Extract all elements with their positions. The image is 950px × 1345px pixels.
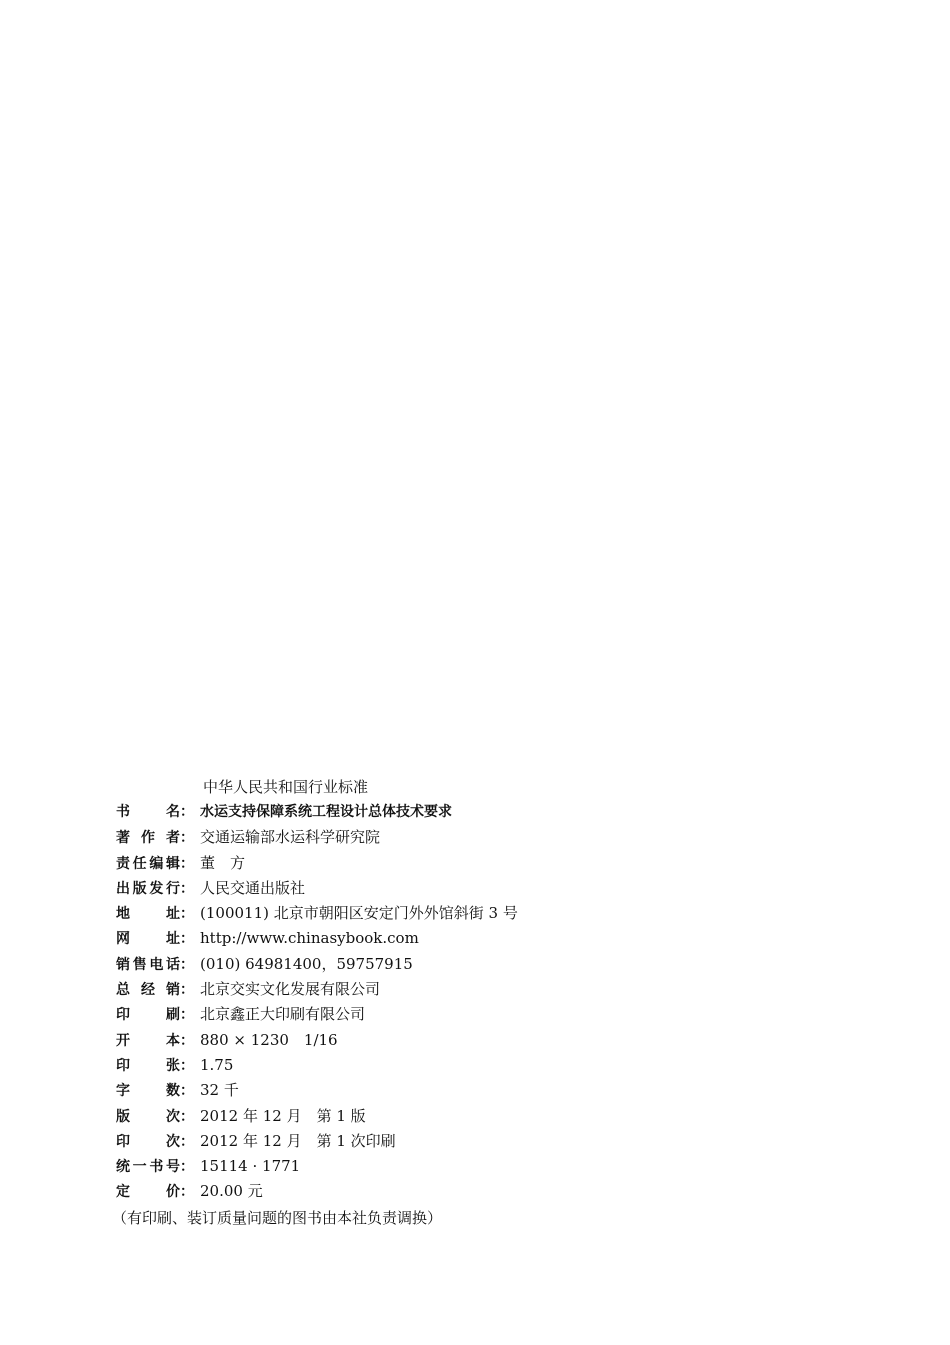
info-label <box>116 1054 180 1079</box>
info-label-char: 销 <box>166 982 180 999</box>
info-label-char: 编 <box>149 855 164 872</box>
info-label-char: 发 <box>149 880 164 897</box>
info-label-char: 网 <box>116 931 130 948</box>
info-label-char: 责 <box>116 855 130 872</box>
info-colon: ： <box>180 855 194 872</box>
info-value: 北京鑫正大印刷有限公司 <box>200 1005 366 1024</box>
info-row <box>116 876 756 901</box>
info-label <box>116 953 180 978</box>
info-label <box>116 1003 180 1028</box>
info-colon: ： <box>180 1133 194 1150</box>
info-value: 人民交通出版社 <box>200 878 306 897</box>
info-label-char: 统 <box>116 1159 130 1176</box>
info-label-char: 刷 <box>166 1007 180 1024</box>
info-value: 水运支持保障系统工程设计总体技术要求 <box>200 804 452 820</box>
info-row <box>116 1028 756 1053</box>
info-colon: ： <box>180 1108 194 1125</box>
info-label <box>116 1130 180 1155</box>
info-value: 1.75 <box>200 1055 234 1074</box>
info-label-char: 址 <box>166 906 180 923</box>
info-row <box>116 825 756 850</box>
info-colon: ： <box>180 1159 194 1176</box>
info-row <box>116 1104 756 1129</box>
info-label-char: 本 <box>166 1032 180 1049</box>
info-colon: ： <box>180 982 194 999</box>
info-value: http://www.chinasybook.com <box>200 929 419 948</box>
info-row <box>116 926 756 951</box>
info-row <box>116 800 756 825</box>
info-label-char: 总 <box>116 982 130 999</box>
info-label-char: 版 <box>132 880 147 897</box>
quality-notice: （有印刷、装订质量问题的图书由本社负责调换） <box>112 1208 443 1227</box>
info-label <box>116 1029 180 1054</box>
info-label-char: 售 <box>132 956 147 973</box>
info-row <box>116 901 756 926</box>
info-value: (100011) 北京市朝阳区安定门外外馆斜街 3 号 <box>200 904 518 923</box>
info-label <box>116 877 180 902</box>
info-label-char: 址 <box>166 931 180 948</box>
info-value: 880 × 1230 1/16 <box>200 1030 338 1049</box>
info-label-char: 行 <box>165 880 180 897</box>
info-row <box>116 1129 756 1154</box>
info-label-char: 价 <box>166 1184 180 1201</box>
info-label-char: 话 <box>165 956 180 973</box>
info-label-char: 书 <box>116 804 130 820</box>
info-label <box>116 927 180 952</box>
copyright-page-block <box>112 775 756 1231</box>
info-label <box>116 1180 180 1205</box>
info-label-char: 出 <box>116 880 130 897</box>
info-label-char: 印 <box>116 1007 130 1024</box>
info-row <box>116 977 756 1002</box>
publication-info-list <box>116 800 756 1205</box>
series-title: 中华人民共和国行业标准 <box>203 778 369 796</box>
info-label-char: 版 <box>116 1108 130 1125</box>
info-label-char: 地 <box>116 906 130 923</box>
info-row <box>116 952 756 977</box>
info-label <box>116 902 180 927</box>
info-value: 32 千 <box>200 1081 239 1100</box>
info-label <box>116 1155 180 1180</box>
info-label <box>116 1105 180 1130</box>
info-colon: ： <box>180 1184 194 1201</box>
info-colon: ： <box>180 880 194 897</box>
info-label-char: 张 <box>166 1057 180 1074</box>
info-label-char: 次 <box>166 1108 180 1125</box>
info-label-char: 印 <box>116 1133 130 1150</box>
info-value: 20.00 元 <box>200 1182 263 1201</box>
info-value: 交通运输部水运科学研究院 <box>200 828 381 847</box>
info-label-char: 名 <box>166 804 180 820</box>
info-label-char: 经 <box>141 982 155 999</box>
info-colon: ： <box>180 1057 194 1074</box>
info-label-char: 著 <box>116 830 130 847</box>
info-colon: ： <box>180 956 194 973</box>
info-colon: ： <box>180 1083 194 1100</box>
info-label <box>116 826 180 851</box>
info-label-char: 者 <box>166 830 180 847</box>
info-label-char: 数 <box>166 1083 180 1100</box>
info-row <box>116 1053 756 1078</box>
info-label-char: 任 <box>132 855 147 872</box>
info-label-char: 电 <box>149 956 164 973</box>
info-label-char: 号 <box>165 1159 180 1176</box>
info-label-char: 作 <box>141 830 155 847</box>
info-label-char: 辑 <box>165 855 180 872</box>
info-label-char: 印 <box>116 1057 130 1074</box>
info-colon: ： <box>180 906 194 923</box>
info-row <box>116 851 756 876</box>
info-colon: ： <box>180 1032 194 1049</box>
info-label <box>116 852 180 877</box>
info-label <box>116 800 180 825</box>
info-label-char: 书 <box>149 1159 164 1176</box>
info-value: (010) 64981400，59757915 <box>200 954 413 973</box>
info-label-char: 字 <box>116 1083 130 1100</box>
info-colon: ： <box>180 830 194 847</box>
info-value: 15114 · 1771 <box>200 1157 301 1176</box>
info-row <box>116 1154 756 1179</box>
info-colon: ： <box>180 1007 194 1024</box>
info-row <box>116 1002 756 1027</box>
info-value: 董 方 <box>200 853 246 872</box>
info-label-char: 开 <box>116 1032 130 1049</box>
info-label-char: 销 <box>116 956 130 973</box>
info-row <box>116 1078 756 1103</box>
info-label <box>116 978 180 1003</box>
info-colon: ： <box>180 804 194 820</box>
info-row <box>116 1179 756 1204</box>
info-value: 北京交实文化发展有限公司 <box>200 980 381 999</box>
info-label-char: 定 <box>116 1184 130 1201</box>
info-label <box>116 1079 180 1104</box>
info-label-char: 次 <box>166 1133 180 1150</box>
info-label-char: 一 <box>132 1159 147 1176</box>
info-value: 2012 年 12 月 第 1 次印刷 <box>200 1131 396 1150</box>
info-value: 2012 年 12 月 第 1 版 <box>200 1106 366 1125</box>
info-colon: ： <box>180 931 194 948</box>
